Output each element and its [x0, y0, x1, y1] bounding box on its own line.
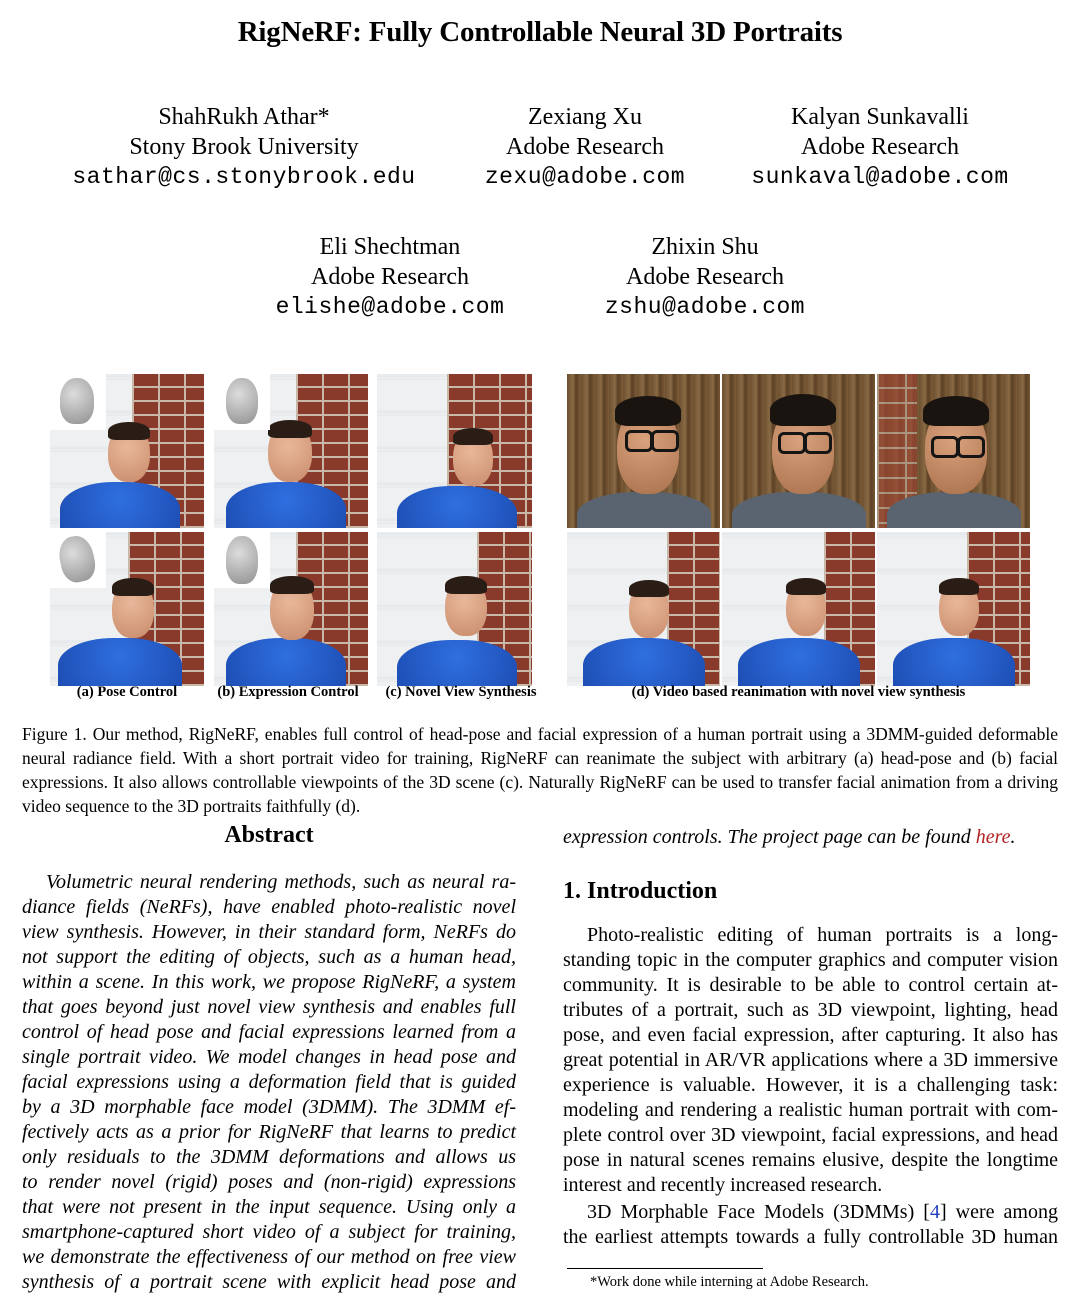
footnote-rule	[567, 1268, 763, 1269]
intro-line: the earliest attempts towards a fully controllable 3D human	[563, 1226, 1058, 1248]
intro-line: plete control over 3D viewpoint, facial expressions, and head	[563, 1124, 1058, 1146]
abstract-heading: Abstract	[224, 822, 314, 848]
project-page-link[interactable]: here	[975, 826, 1011, 848]
author-affiliation: Adobe Research	[506, 134, 664, 160]
intro-line: experience is valuable. However, it is a challenging task:	[563, 1074, 1058, 1096]
author-4	[260, 232, 520, 322]
abstract-line: to render novel (rigid) poses and (non-rigid) expressions	[22, 1171, 516, 1193]
3dmm-mesh-icon	[50, 532, 106, 588]
intro-line: modeling and rendering a realistic human portrait with com-	[563, 1099, 1058, 1121]
author-name: Zhixin Shu	[651, 234, 759, 260]
intro-line: standing topic in the computer graphics and computer vision	[563, 949, 1058, 971]
author-name: ShahRukh Athar*	[158, 104, 330, 130]
author-email: sunkaval@adobe.com	[751, 164, 1009, 190]
reanimated-frame-3	[877, 532, 1030, 686]
abstract-line: that were not present in the input sequence. Using only a	[22, 1196, 516, 1218]
author-email: elishe@adobe.com	[275, 294, 505, 320]
3dmm-mesh-icon	[214, 532, 270, 588]
author-affiliation: Stony Brook University	[129, 134, 359, 160]
author-affiliation: Adobe Research	[311, 264, 469, 290]
subcaption-d: (d) Video based reanimation with novel view synthesis	[631, 684, 966, 700]
intro-p2-text: 3D Morphable Face Models (3DMMs) [	[587, 1201, 930, 1223]
abstract-continuation-text: expression controls. The project page can be found	[563, 826, 976, 848]
intro-line: tributes of a portrait, such as 3D viewpoint, lighting, head	[563, 999, 1058, 1021]
pose-control-photo-2	[50, 532, 204, 686]
author-affiliation: Adobe Research	[626, 264, 784, 290]
author-email: zshu@adobe.com	[604, 294, 806, 320]
intro-line: pose in natural scenes remains elusive, despite the longtime	[563, 1149, 1058, 1171]
driving-frame-1	[567, 374, 720, 528]
3dmm-mesh-icon	[214, 374, 270, 430]
footnote: *Work done while interning at Adobe Research.	[590, 1274, 869, 1290]
citation-link[interactable]: 4	[929, 1201, 940, 1223]
abstract-line: smartphone-captured short video of a subject for training,	[22, 1221, 516, 1243]
subcaption-a: (a) Pose Control	[76, 684, 178, 700]
abstract-line: facial expressions using a deformation field that is guided	[22, 1071, 516, 1093]
abstract-line: only residuals to the 3DMM deformations and allows us	[22, 1146, 516, 1168]
abstract-line: view synthesis. However, in their standard form, NeRFs do	[22, 921, 516, 943]
driving-frame-3	[877, 374, 1030, 528]
subcaption-c: (c) Novel View Synthesis	[385, 684, 537, 700]
intro-line: interest and recently increased research.	[563, 1174, 883, 1196]
abstract-line: fectively acts as a prior for RigNeRF that learns to predict	[22, 1121, 516, 1143]
intro-line: great potential in AR/VR applications where a 3D immersive	[563, 1049, 1058, 1071]
author-name: Eli Shechtman	[319, 234, 461, 260]
author-5	[590, 232, 820, 322]
novel-view-photo-1	[377, 374, 532, 528]
intro-line: community. It is desirable to be able to control certain at-	[563, 974, 1058, 996]
reanimated-frame-2	[722, 532, 875, 686]
intro-p2-line	[563, 1200, 1058, 1225]
intro-line: pose, and even facial expression, after capturing. It also has	[563, 1024, 1058, 1046]
author-name: Zexiang Xu	[528, 104, 642, 130]
introduction-body	[563, 923, 1058, 1250]
abstract-line: that goes beyond just novel view synthesis and enables full	[22, 996, 516, 1018]
intro-p2-text-end: ] were among	[939, 1201, 1058, 1223]
subcaption-b: (b) Expression Control	[217, 684, 359, 700]
reanimated-frame-1	[567, 532, 720, 686]
novel-view-photo-2	[377, 532, 532, 686]
author-2	[460, 102, 710, 192]
figure-caption: Figure 1. Our method, RigNeRF, enables full control of head-pose and facial expression of a human portrait using a 3DMM-guided deformable neural radiance field. With a short portrait video for training, RigNeRF can reanimate the subject with arbitrary (a) head-pose and (b) facial expressions. It also allows controllable viewpoints of the 3D scene (c). Naturally RigNeRF can be used to transfer facial animation from a driving video sequence to the 3D portraits faithfully (d).	[22, 724, 1058, 816]
abstract-line: we demonstrate the effectiveness of our method on free view	[22, 1246, 516, 1268]
author-affiliation: Adobe Research	[801, 134, 959, 160]
abstract-body	[22, 870, 516, 1295]
expression-control-photo-2	[214, 532, 368, 686]
abstract-line: Volumetric neural rendering methods, such as neural ra-	[46, 871, 516, 893]
driving-frame-2	[722, 374, 875, 528]
abstract-line: single portrait video. We model changes in head pose and	[22, 1046, 516, 1068]
abstract-line: synthesis of a portrait scene with explicit head pose and	[22, 1271, 516, 1293]
3dmm-mesh-icon	[50, 374, 106, 430]
expression-control-photo-1	[214, 374, 368, 528]
author-email: zexu@adobe.com	[484, 164, 686, 190]
introduction-heading: 1. Introduction	[563, 878, 718, 904]
author-email: sathar@cs.stonybrook.edu	[72, 164, 416, 190]
abstract-line: within a scene. In this work, we propose RigNeRF, a system	[22, 971, 516, 993]
abstract-period: .	[1010, 826, 1016, 848]
abstract-continuation	[563, 825, 1058, 850]
author-1	[64, 102, 424, 192]
paper-title: RigNeRF: Fully Controllable Neural 3D Portraits	[237, 16, 843, 48]
abstract-line: control of head pose and facial expressions learned from a	[22, 1021, 516, 1043]
pose-control-photo-1	[50, 374, 204, 528]
author-name: Kalyan Sunkavalli	[791, 104, 969, 130]
figure-reanimation-panels	[567, 374, 1030, 686]
figure-left-panels	[50, 374, 550, 686]
abstract-line: not support the editing of objects, such as a human head,	[22, 946, 516, 968]
abstract-line: by a 3D morphable face model (3DMM). The 3DMM ef-	[22, 1096, 516, 1118]
intro-line: Photo-realistic editing of human portraits is a long-	[587, 924, 1058, 946]
author-3	[740, 102, 1020, 192]
abstract-line: diance fields (NeRFs), have enabled photo-realistic novel	[22, 896, 516, 918]
